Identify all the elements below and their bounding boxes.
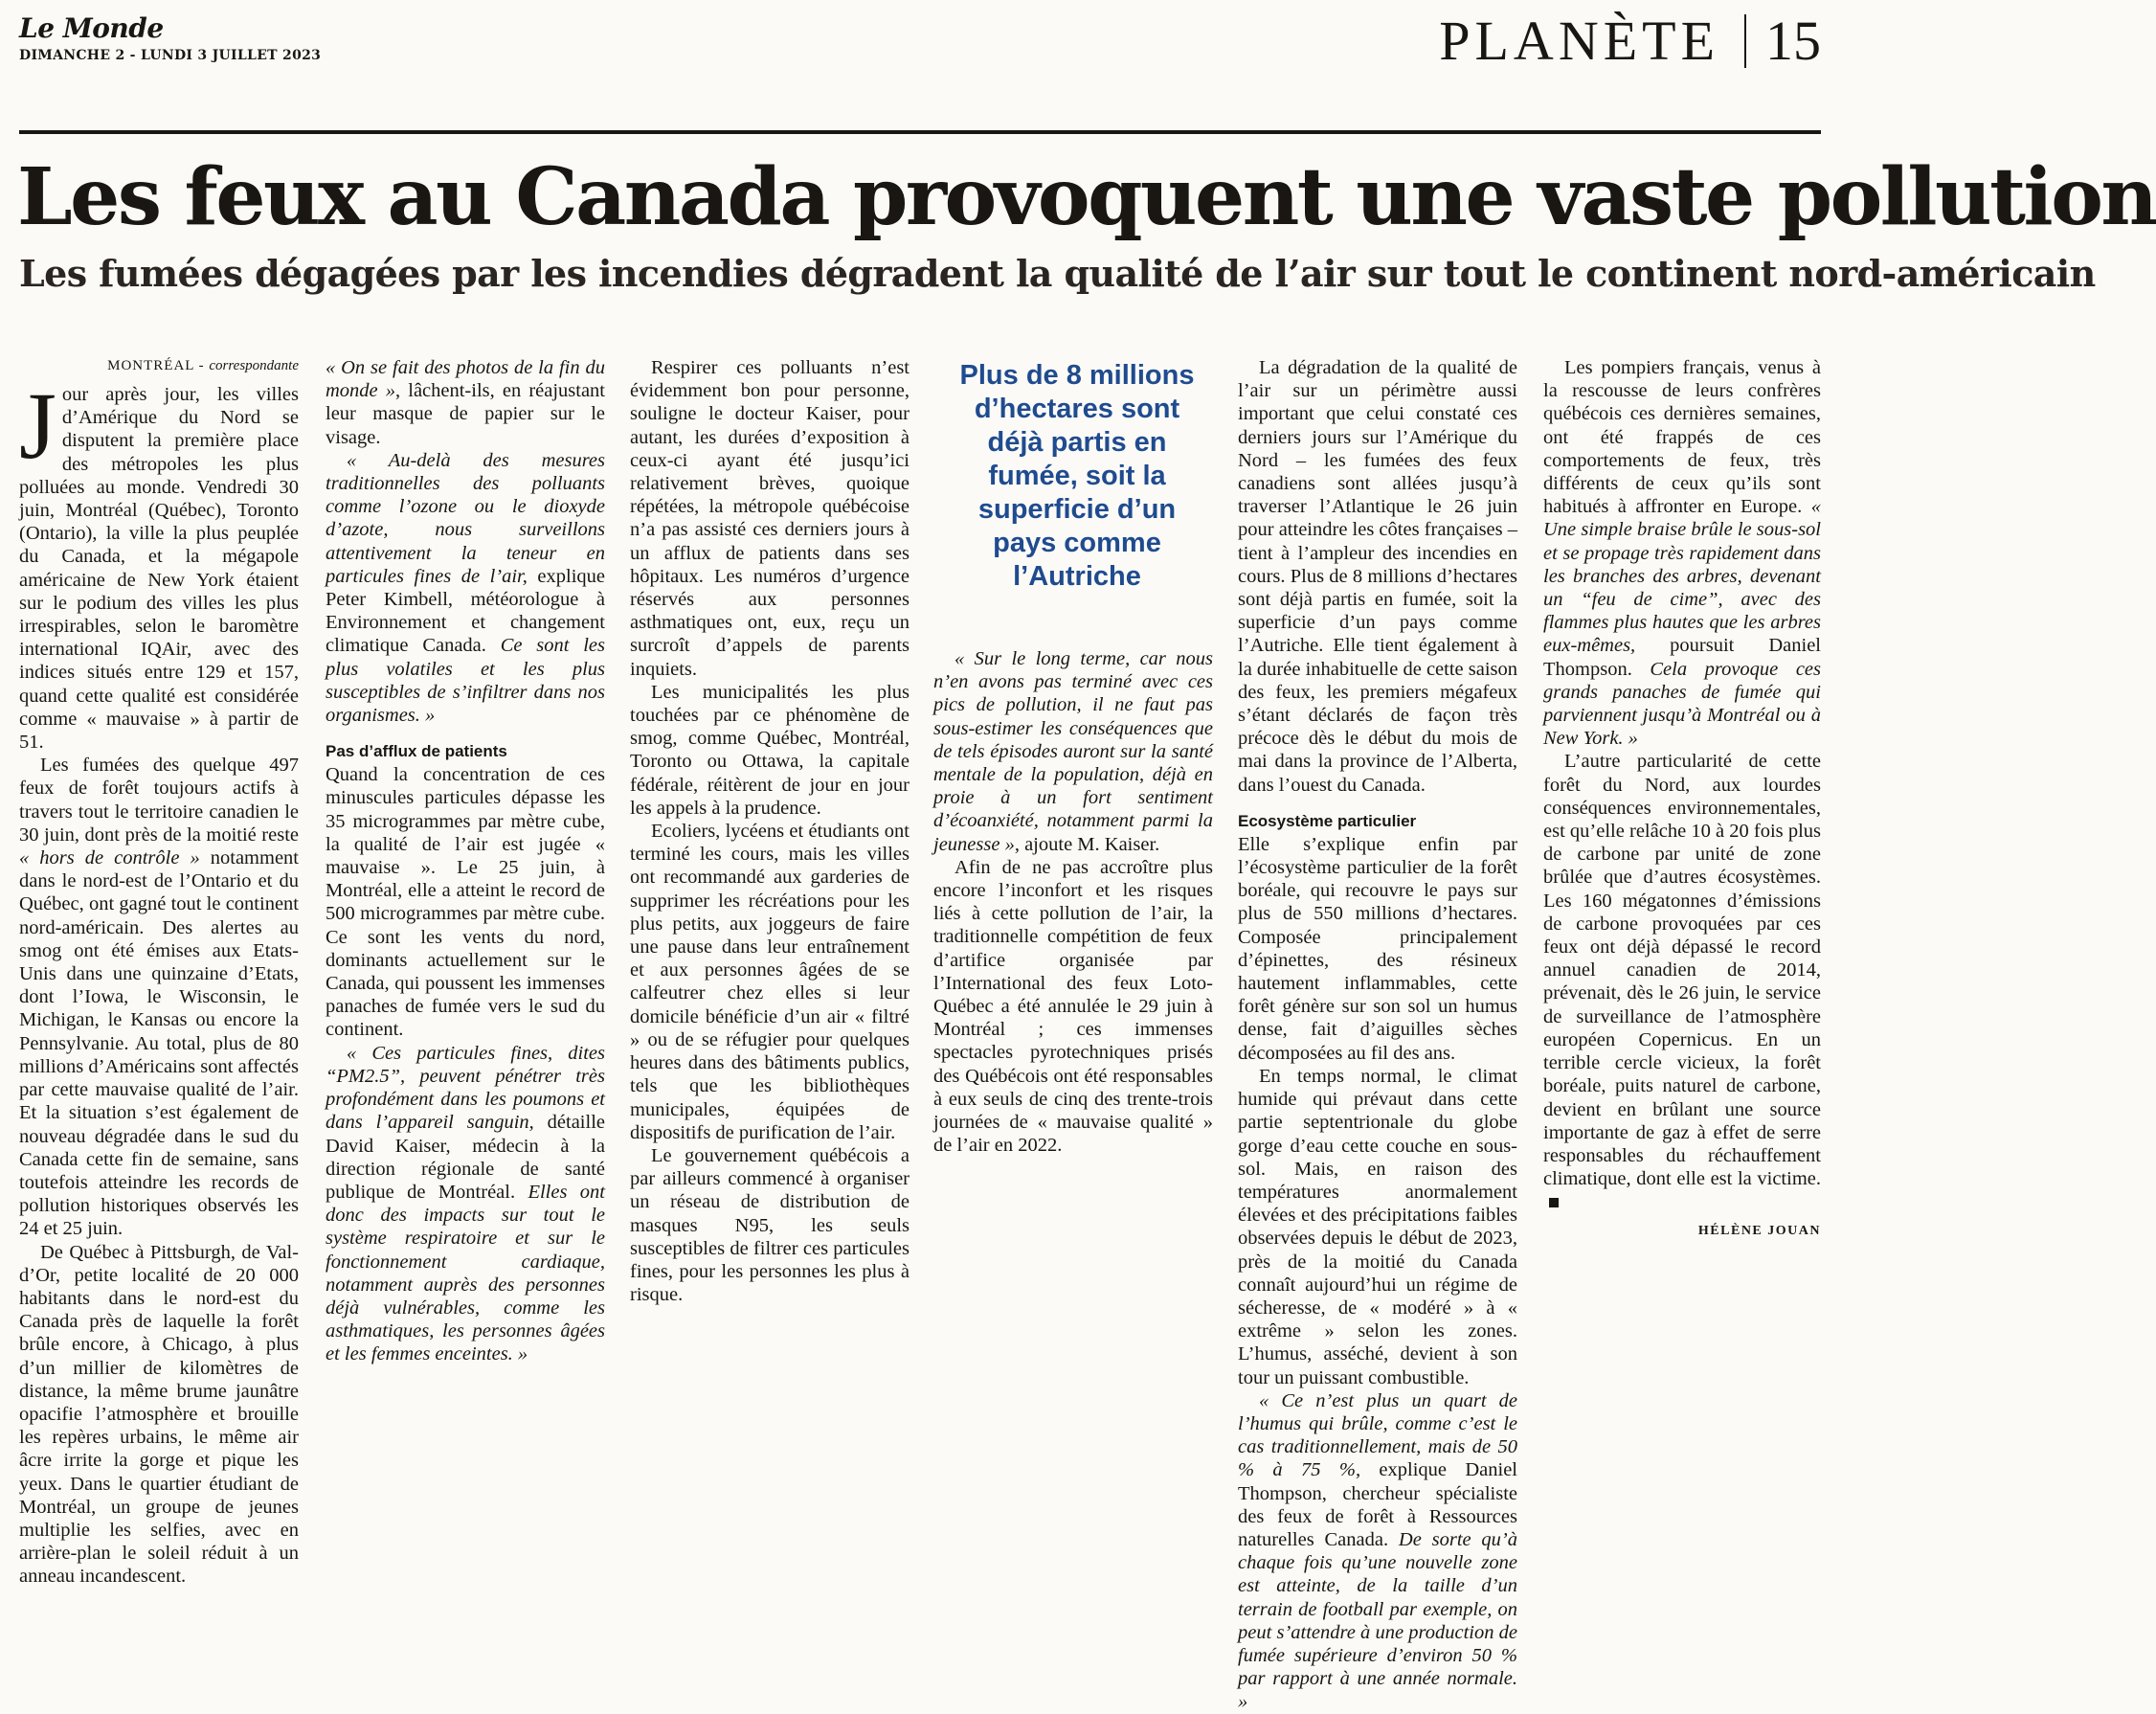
paragraph: Les municipalités les plus touchées par ce phénomène de smog, comme Québec, Montréal, Toronto ou Ottawa, la capitale fédérale, réitèrent de jour en jour les appels à la prudence. bbox=[630, 681, 910, 819]
article-column-3 bbox=[630, 356, 910, 1333]
masthead bbox=[19, 13, 321, 63]
paragraph: « Au-delà des mesures traditionnelles des polluants comme l’ozone ou le dioxyde d’azote, nous surveillons attentivement la teneur en particules fines de l’air, explique Peter Kimbell, météorologue à Environnement et changement climatique Canada. Ce sont les plus volatiles et les plus susceptibles de s’infiltrer dans nos organismes. » bbox=[326, 449, 605, 727]
paragraph: Jour après jour, les villes d’Amérique du Nord se disputent la première place des métropoles les plus polluées au monde. Vendredi 30 juin, Montréal (Québec), Toronto (Ontario), la ville la plus peuplée du Canada, et la mégapole américaine de New York étaient sur le podium des villes les plus irrespirables, selon le baromètre international IQAir, avec des indices situés entre 129 et 157, quand cette qualité est considérée comme « mauvaise » à partir de 51. bbox=[19, 372, 299, 754]
byline-place: MONTRÉAL bbox=[107, 358, 194, 373]
paragraph: La dégradation de la qualité de l’air sur un périmètre aussi important que celui constaté ces derniers jours sur l’Amérique du Nord – les fumées des feux canadiens sont allées jusqu’à traverser l’Atlantique le 26 juin pour atteindre les côtes françaises – tient à l’ampleur des incendies en cours. Plus de 8 millions d’hectares sont déjà partis en fumée, soit la superficie d’un pays comme l’Autriche. Elle tient également à la durée inhabituelle de cette saison des feux, les premiers mégafeux s’étant déclarés de façon très précoce dès le début du mois de mai dans la province de l’Alberta, dans l’ouest du Canada. bbox=[1238, 357, 1518, 796]
article-column-4 bbox=[933, 647, 1213, 1333]
section-divider bbox=[1744, 14, 1746, 68]
paragraph: Respirer ces polluants n’est évidemment bon pour personne, souligne le docteur Kaiser, pour autant, les durées d’exposition à ceux-ci ayant été jusqu’ici relativement brèves, quoique répétées, la métropole québécoise n’a pas assisté ces derniers jours à un afflux de patients dans ses hôpitaux. Les numéros d’urgence réservés aux personnes asthmatiques ont, eux, reçu un surcroît d’appels de parents inquiets. bbox=[630, 357, 910, 680]
end-mark-icon bbox=[1549, 1198, 1559, 1207]
paragraph: « Sur le long terme, car nous n’en avons pas terminé avec ces pics de pollution, il ne faut pas sous-estimer les conséquences que de tels épisodes auront sur la santé mentale de la population, déjà en proie à un fort sentiment d’écoanxiété, notamment parmi la jeunesse », ajoute M. Kaiser. bbox=[933, 648, 1213, 855]
paragraph: « Ces particules fines, dites “PM2.5”, peuvent pénétrer très profondément dans les poumons et dans l’appareil sanguin, détaille David Kaiser, médecin à la direction régionale de santé publique de Montréal. Elles ont donc des impacts sur tout le système respiratoire et sur le fonctionnement cardiaque, notamment auprès des personnes déjà vulnérables, comme les asthmatiques, les personnes âgées et les femmes enceintes. » bbox=[326, 1042, 606, 1365]
subhead-ecosystem: Ecosystème particulier bbox=[1238, 811, 1417, 830]
paragraph: En temps normal, le climat humide qui prévaut dans cette partie septentrionale du globe gorge d’eau cette couche en sous-sol. Mais, en raison des températures anormalement élevées et des précipitations faibles observées depuis le début de 2023, près de la moitié du Canada connaît aujourd’hui un régime de sécheresse, de « modéré » à « extrême » selon les zones. L’humus, asséché, devient à son tour un puissant combustible. bbox=[1238, 1065, 1517, 1388]
paragraph: Quand la concentration de ces minuscules particules dépasse les 35 microgrammes par mètre cube, la qualité de l’air est jugée « mauvaise ». Le 25 juin, à Montréal, elle a atteint le record de 500 microgrammes par mètre cube. Ce sont les vents du nord, dominants actuellement sur le Canada, qui poussent les immenses panaches de fumée vers le sud du continent. bbox=[326, 764, 605, 1041]
section-header bbox=[1439, 11, 1821, 71]
paragraph: Le gouvernement québécois a par ailleurs commencé à organiser un réseau de distribution de masques N95, les seuls susceptibles de filtrer ces particules fines, pour les personnes les plus à risque. bbox=[630, 1144, 910, 1306]
author-signature: HÉLÈNE JOUAN bbox=[1697, 1223, 1821, 1238]
paragraph: Elle s’explique enfin par l’écosystème particulier de la forêt boréale, qui recouvre le pays sur plus de 550 millions d’hectares. Composée principalement d’épinettes, des résineux hautement inflammables, cette forêt génère sur son sol un humus dense, fait d’aiguilles sèches décomposées au fil des ans. bbox=[1238, 833, 1517, 1064]
article-column-2 bbox=[326, 356, 606, 1365]
paragraph: « Ce n’est plus un quart de l’humus qui brûle, comme c’est le cas traditionnellement, mais de 50 % à 75 %, explique Daniel Thompson, chercheur spécialiste des feux de forêt à Ressources naturelles Canada. De sorte qu’à chaque fois qu’une nouvelle zone est atteinte, de la taille d’un terrain de football par exemple, on peut s’attendre à une production de fumée supérieure d’environ 50 % par rapport à une année normale. » bbox=[1238, 1389, 1518, 1713]
standfirst: Les fumées dégagées par les incendies dégradent la qualité de l’air sur tout le continent nord-américain bbox=[19, 252, 2096, 295]
issue-date: DIMANCHE 2 - LUNDI 3 JUILLET 2023 bbox=[19, 48, 322, 63]
paragraph: Afin de ne pas accroître plus encore l’inconfort et les risques liés à cette pollution de l’air, la traditionnelle compétition de feux d’artifice organisée par l’International des feux Loto-Québec a été annulée le 29 juin à Montréal ; ces immenses spectacles pyrotechniques prisés des Québécois ont été responsables à eux seuls de cinq des trente-trois journées de « mauvaise qualité » de l’air en 2022. bbox=[933, 856, 1213, 1157]
page-number: 15 bbox=[1765, 10, 1821, 72]
section-name: PLANÈTE bbox=[1439, 10, 1719, 72]
drop-cap: J bbox=[19, 372, 56, 479]
article-column-1 bbox=[19, 356, 299, 1588]
subhead-patients: Pas d’afflux de patients bbox=[326, 742, 507, 761]
newspaper-logo: Le Monde bbox=[19, 12, 164, 44]
headline: Les feux au Canada provoquent une vaste pollution bbox=[17, 151, 2156, 243]
paragraph: « On se fait des photos de la fin du monde », lâchent-ils, en réajustant leur masque de papier sur le visage. bbox=[326, 357, 606, 448]
paragraph: Ecoliers, lycéens et étudiants ont terminé les cours, mais les villes ont recommandé aux garderies de supprimer les récréations pour les plus petits, aux joggeurs de faire une pause dans leur entraînement et aux personnes âgées de se calfeutrer chez elles si leur domicile bénéficie d’un air « filtré » ou de se réfugier pour quelques heures dans des bâtiments publics, tels que les bibliothèques municipales, équipées de dispositifs de purification de l’air. bbox=[630, 821, 910, 1143]
byline-role: correspondante bbox=[209, 358, 299, 373]
paragraph: L’autre particularité de cette forêt du Nord, aux lourdes conséquences environnementales, est qu’elle relâche 10 à 20 fois plus de carbone par unité de zone brûlée que d’autres écosystèmes. Les 160 mégatonnes d’émissions de carbone provoquées par ces feux ont déjà dépassé le record annuel canadien de 2014, prévenait, dès le 26 juin, le service de surveillance de l’atmosphère européen Copernicus. En un terrible cercle vicieux, la forêt boréale, puits naturel de carbone, devient en brûlant une source importante de gaz à effet de serre responsables du réchauffement climatique, dont elle est la victime. bbox=[1543, 750, 1821, 1213]
paragraph: De Québec à Pittsburgh, de Val-d’Or, petite localité de 20 000 habitants dans le nord-est du Canada près de laquelle la forêt brûle encore, à Chicago, à plus d’un millier de kilomètres de distance, la même brume jaunâtre opacifie l’atmosphère et brouille les repères urbains, le même air âcre irrite la gorge et pique les yeux. Dans le quartier étudiant de Montréal, un groupe de jeunes multiplie les selfies, avec en arrière-plan le soleil réduit à un anneau incandescent. bbox=[19, 1241, 299, 1588]
paragraph: Les pompiers français, venus à la rescousse de leurs confrères québécois ces dernières semaines, ont été frappés de ces comportements de feux, très différents de ceux qu’ils sont habitués à affronter en Europe. « Une simple braise brûle le sous-sol et se propage très rapidement dans les branches des arbres, devenant un “feu de cime”, avec des flammes plus hautes que les arbres eux-mêmes, poursuit Daniel Thompson. Cela provoque ces grands panaches de fumée qui parviennent jusqu’à Montréal ou à New York. » bbox=[1543, 357, 1821, 750]
article-column-5 bbox=[1238, 356, 1518, 1713]
article-column-6 bbox=[1543, 356, 1821, 1333]
paragraph: Les fumées des quelque 497 feux de forêt toujours actifs à travers tout le territoire canadien le 30 juin, dont près de la moitié reste « hors de contrôle » notamment dans le nord-est de l’Ontario et du Québec, ont gagné tout le continent nord-américain. Des alertes au smog ont été émises aux Etats-Unis dans une quinzaine d’Etats, dont l’Iowa, le Wisconsin, le Michigan, le Kansas ou encore la Pennsylvanie. Au total, plus de 80 millions d’Américains sont affectés par cette mauvaise qualité de l’air. Et la situation s’est également de nouveau dégradée dans le sud du Canada cette fin de semaine, sans toutefois atteindre les records de pollution historiques observés les 24 et 25 juin. bbox=[19, 755, 299, 1240]
byline: MONTRÉAL - correspondante bbox=[107, 358, 299, 373]
pull-quote: Plus de 8 millions d’hectares sont déjà partis en fumée, soit la superficie d’un pays comme l’Autriche bbox=[959, 360, 1195, 592]
top-rule bbox=[19, 130, 1821, 134]
